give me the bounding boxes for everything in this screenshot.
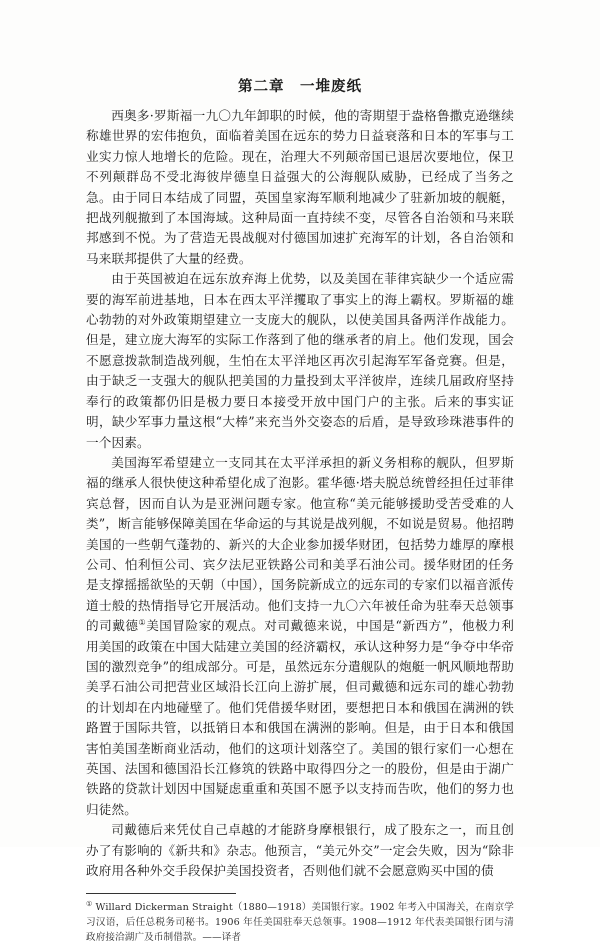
footnote	[86, 900, 514, 945]
paragraph: 西奥多·罗斯福一九〇九年卸职的时候，他的寄期望于盎格鲁撒克逊继续称雄世界的宏伟抱负，面临着美国在远东的势力日益衰落和日本的军事与工业实力惊人地增长的危险。现在，治理大不列颠帝国已退居次要地位，保卫不列颠群岛不受北海彼岸德皇日益强大的公海舰队威胁，已经成了当务之急。由于同日本结成了同盟，英国皇家海军顺利地减少了驻新加坡的舰艇，把战列舰撤到了本国海域。这种局面一直持续不变，尽管各自治领和马来联邦感到不悦。为了营造无畏战舰对付德国加速扩充海军的计划，各自治领和马来联邦提供了大量的经费。	[86, 108, 514, 266]
footnote-divider	[86, 893, 236, 894]
chapter-title: 第二章 一堆废纸	[238, 78, 362, 95]
footnote-text: Willard Dickerman Straight（1880—1918）美国银行家。1902 年考入中国海关，在南京学习汉语，后任总税务司秘书。1906 年任美国驻奉天总领事。1908—1912 年代表美国银行团与清政府接洽湖广及币制借款。——译者	[86, 902, 514, 944]
paragraph: 司戴德后来凭仗自己卓越的才能跻身摩根银行，成了股东之一，而且创办了有影响的《新共和》杂志。他预言，“美元外交”一定会失败，因为“除非政府用各种外交手段保护美国投资者，否则他们就不会愿意购买中国的债	[86, 822, 514, 879]
paragraph	[86, 453, 514, 820]
footnote-reference[interactable]: ①	[138, 617, 147, 627]
footnote-marker: ①	[86, 900, 93, 909]
paragraph-text: 美国海军希望建立一支同其在太平洋承担的新义务相称的舰队，但罗斯福的继承人很快使这种希望化成了泡影。霍华德·塔夫脱总统曾经担任过菲律宾总督，因而自认为是亚洲问题专家。他宣称“美元能够援助受苦受难的人类”，断言能够保障美国在华命运的与其说是战列舰，不如说是贸易。他招聘美国的一些朝气蓬勃的、新兴的大企业参加援华财团，包括势力雄厚的摩根公司、怕利恒公司、宾夕法尼亚铁路公司和美孚石油公司。援华财团的任务是支撑摇摇欲坠的天朝（中国），国务院新成立的远东司的专家们以福音派传道士般的热情指导它开展活动。他们支持一九〇六年被任命为驻奉天总领事的司戴德	[86, 454, 514, 634]
paragraph: 由于英国被迫在远东放弃海上优势，以及美国在菲律宾缺少一个适应需要的海军前进基地，日本在西太平洋攫取了事实上的海上霸权。罗斯福的雄心勃勃的对外政策期望建立一支庞大的舰队，以使美国具备两洋作战能力。但是，建立庞大海军的实际工作落到了他的继承者的肩上。他们发现，国会不愿意拨款制造战列舰，生怕在太平洋地区再次引起海军军备竞赛。但是，由于缺乏一支强大的舰队把美国的力量投到太平洋彼岸，连续几届政府坚持奉行的政策都仍旧是极力要日本接受开放中国门户的主张。后来的事实证明，缺少军事力量这根“大棒”来充当外交姿态的后盾，是导致珍珠港事件的一个因素。	[86, 271, 514, 450]
paragraph-text: 美国冒险家的观点。对司戴德来说，中国是“新西方”，他极力利用美国的政策在中国大陆建立美国的经济霸权，承认这种努力是“争夺中华帝国的激烈竞争”的组成部分。可是，虽然远东分遣舰队的炮艇一帆风顺地帮助美孚石油公司把营业区域沿长江向上游扩展，但司戴德和远东司的雄心勃勃的计划却在内地碰壁了。他们凭借援华财团，要想把日本和俄国在满洲的铁路置于国际共管，以抵销日本和俄国在满洲的影响。但是，由于日本和俄国害怕美国垄断商业活动，他们的这项计划落空了。美国的银行家们一心想在英国、法国和德国沿长江修筑的铁路中取得四分之一的股份，但是由于湖广铁路的贷款计划因中国疑虑重重和英国不愿予以支持而告吹，他们的努力也归徒然。	[86, 618, 514, 817]
